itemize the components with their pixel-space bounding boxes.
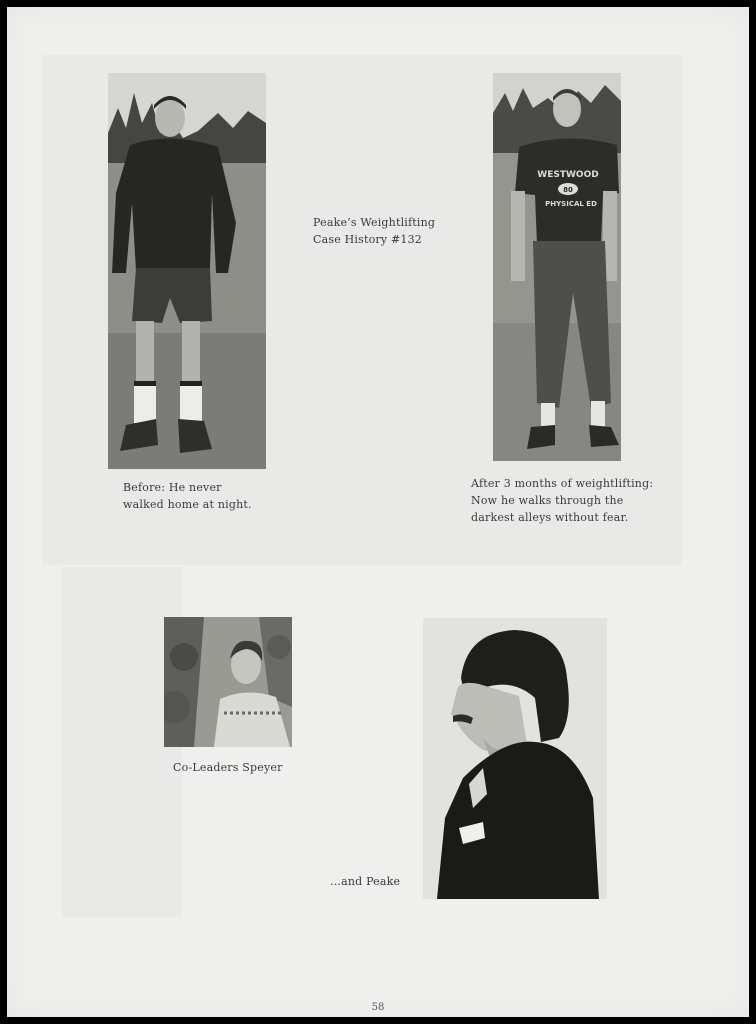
peake-photo <box>423 618 607 899</box>
page-number: 58 <box>371 1002 385 1013</box>
shirt-line1: WESTWOOD <box>537 170 599 180</box>
after-photo <box>493 73 621 461</box>
speyer-photo <box>164 617 292 747</box>
shirt-number: 80 <box>563 186 573 194</box>
case-history-line1: Peake’s Weightlifting <box>313 216 436 229</box>
after-caption <box>471 475 653 526</box>
after-caption-line2: Now he walks through the <box>471 494 624 507</box>
case-history-title <box>313 214 435 248</box>
before-caption <box>123 479 252 513</box>
after-caption-line1: After 3 months of weightlifting: <box>471 477 654 490</box>
peake-caption <box>330 873 400 890</box>
before-photo <box>108 73 266 469</box>
after-caption-line3: darkest alleys without fear. <box>471 511 629 524</box>
peake-caption-text: ...and Peake <box>330 875 401 888</box>
shirt-line2: PHYSICAL ED <box>545 200 597 208</box>
case-history-line2: Case History #132 <box>313 233 423 246</box>
yearbook-page <box>7 7 749 1017</box>
before-caption-line2: walked home at night. <box>123 498 252 511</box>
coleaders-caption-text: Co-Leaders Speyer <box>173 761 283 774</box>
coleaders-caption <box>173 759 283 776</box>
before-caption-line1: Before: He never <box>123 481 222 494</box>
